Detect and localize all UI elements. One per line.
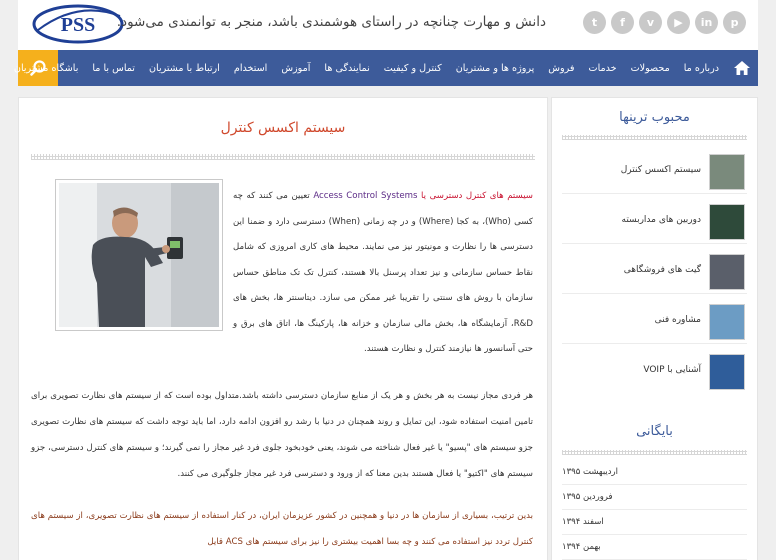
nav-item-contact[interactable]: تماس با ما [92,62,135,74]
popular-item-label[interactable]: مشاوره فنی [654,315,701,325]
article-paragraph-2: هر فردی مجاز نیست به هر بخش و هر یک از منابع سازمان دسترسی داشته باشد.متداول بوده است که از سیستم های نظارت تصویری برای تامین امنیت استفاده شود، این تمایل و روند همچنان در دنیا با رشد رو افزون ادامه دارد، اما باید توجه داشت که سیستم های نظارت تصویری جزو سیستم های "پسیو" یا غیر فعال شناخته می شوند، یعنی خودبخود جلوی فرد غیر مجاز را نمی گیرند؛ و سیستم های کنترل دسترسی، جزو سیستم های "اکتیو" یا فعال هستند بدین معنا که از ورود و دسترسی فرد غیر مجاز جلوگیری می کنند. [31,391,533,479]
home-button[interactable] [726,50,758,86]
popular-item[interactable] [562,150,747,194]
article-panel [18,97,548,560]
archive-item-label[interactable]: اردیبهشت ۱۳۹۵ [562,467,618,477]
nav-item-services[interactable]: خدمات [588,62,617,74]
nav-item-sales[interactable]: فروش [548,62,575,74]
archive-item-label[interactable]: بهمن ۱۳۹۴ [562,542,601,552]
site-header [18,0,758,50]
pinterest-icon[interactable]: p [723,11,746,34]
nav-item-about[interactable]: درباره ما [683,62,719,74]
popular-separator [562,293,747,294]
nav-item-jobs[interactable]: استخدام [233,62,268,74]
nav-item-projects[interactable]: پروژه ها و مشتریان [455,62,535,74]
logo-text: PSS [60,14,96,36]
nav-items [7,50,726,86]
nav-item-products[interactable]: محصولات [630,62,670,74]
access-control-photo [59,183,219,327]
popular-thumb[interactable] [709,254,745,290]
popular-item[interactable] [562,350,747,394]
popular-thumb[interactable] [709,354,745,390]
popular-item-label[interactable]: گیت های فروشگاهی [623,265,701,275]
archive-item-label[interactable]: اسفند ۱۳۹۴ [562,517,604,527]
popular-divider [562,135,747,140]
popular-item-label[interactable]: دوربین های مداربسته [621,215,701,225]
sidebar [551,97,758,560]
popular-item-label[interactable]: سیستم اکسس کنترل [620,165,701,175]
archive-item[interactable] [562,535,747,560]
nav-item-customer-club[interactable]: باشگاه مشتریان [13,62,79,74]
archive-item-label[interactable]: فروردین ۱۳۹۵ [562,492,613,502]
linkedin-icon[interactable]: in [695,11,718,34]
popular-separator [562,343,747,344]
nav-item-agencies[interactable]: نمایندگی ها [324,62,370,74]
popular-item[interactable] [562,200,747,244]
home-icon [733,60,751,76]
nav-item-training[interactable]: آموزش [281,62,311,74]
popular-item[interactable] [562,300,747,344]
p1-term: Access Control Systems [313,191,418,201]
popular-thumb[interactable] [709,204,745,240]
nav-item-quality[interactable]: کنترل و کیفیت [383,62,442,74]
pss-logo[interactable] [32,4,124,44]
archive-divider [562,450,747,455]
facebook-icon[interactable]: f [611,11,634,34]
popular-thumb[interactable] [709,154,745,190]
article-photo [55,179,223,331]
archive-item[interactable] [562,510,747,535]
p1-lead: سیستم های کنترل دسترسی یا [417,191,533,201]
nav-item-customer-relations[interactable]: ارتباط با مشتریان [148,62,220,74]
archive-item[interactable] [562,485,747,510]
archive-item[interactable] [562,460,747,485]
archive-title: بایگانی [636,424,673,439]
popular-item[interactable] [562,250,747,294]
popular-item-label[interactable]: آشنایی با VOIP [643,365,701,375]
popular-title: محبوب ترینها [619,110,690,125]
youtube-icon[interactable]: ▶ [667,11,690,34]
popular-separator [562,193,747,194]
popular-thumb[interactable] [709,304,745,340]
article-paragraph-3: بدین ترتیب، بسیاری از سازمان ها در دنیا و همچنین در کشور عزیزمان ایران، در کنار استفاده از سیستم های نظارت تصویری، از سیستم های کنترل تردد نیز استفاده می کنند و چه بسا اهمیت بیشتری را نیز برای سیستم های ACS قایل [31,511,533,547]
twitter-icon[interactable]: t [583,11,606,34]
article-paragraph-1 [233,184,533,363]
social-links [583,11,746,34]
vimeo-icon[interactable]: v [639,11,662,34]
p1-rest: تعیین می کنند که چه کسی (Who)، به کجا (Where) و در چه زمانی (When) دسترسی دارد و ضمنا این دسترسی ها را نظارت و مونیتور نیز می نمایند. محیط های کاری امروزی که شامل نقاط حساس سازمانی و نیز تعداد پرسنل بالا هستند، کنترل تک تک مناطق حساس سازمان با روش های سنتی را تقریبا غیر ممکن می سازد. دیتاسنتر ها، بخش های R&D، آزمایشگاه ها، بخش مالی سازمان و خزانه ها، پارکینگ ها، اتاق های برق و حتی آسانسور ها نیازمند کنترل و نظارت هستند. [233,191,533,354]
title-divider [31,154,535,160]
site-tagline: دانش و مهارت چنانچه در راستای هوشمندی باشد، منجر به توانمندی می‌شود. [116,14,546,30]
main-nav [13,50,758,86]
page-title: سیستم اکسس کنترل [220,120,346,136]
popular-separator [562,243,747,244]
